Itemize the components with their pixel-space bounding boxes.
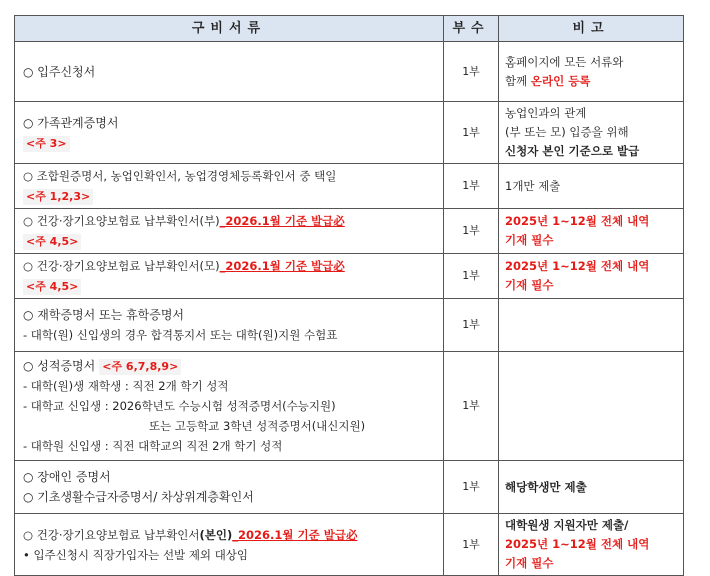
document-cell	[15, 209, 444, 254]
table-row	[15, 209, 684, 254]
table-row	[15, 514, 684, 576]
document-name: ○ 장애인 증명서	[23, 470, 111, 484]
document-cell	[15, 352, 444, 461]
header-documents: 구비서류	[15, 16, 444, 42]
remark-cell	[499, 352, 684, 461]
table-row	[15, 461, 684, 514]
issue-deadline: _2026.1월 기준 발급必	[219, 259, 345, 273]
document-name: ○ 재학증명서 또는 휴학증명서	[23, 308, 185, 322]
document-subtext: - 대학(원)생 재학생 : 직전 2개 학기 성적	[23, 379, 229, 393]
remark-text: 홈페이지에 모든 서류와	[505, 54, 624, 69]
document-subtext: - 대학원 신입생 : 직전 대학교의 직전 2개 학기 성적	[23, 439, 283, 453]
table-header-row	[15, 16, 684, 42]
document-subtext: - 대학(원) 신입생의 경우 합격통지서 또는 대학(원)지원 수험표	[23, 328, 338, 342]
remark-text: (부 또는 모) 입증을 위해	[505, 125, 629, 139]
document-name: ○ 가족관계증명서	[23, 115, 119, 130]
remark-text: 농업인과의 관계	[505, 106, 587, 120]
document-owner: (본인)	[199, 527, 233, 542]
header-copies: 부수	[444, 16, 499, 42]
copies-cell: 1부	[444, 352, 499, 461]
table-row	[15, 164, 684, 209]
remark-text: 기재 필수	[505, 556, 554, 570]
remark-text-part: 함께	[505, 73, 531, 88]
table-row	[15, 299, 684, 352]
copies-cell: 1부	[444, 209, 499, 254]
remark-text: 기재 필수	[505, 233, 554, 247]
document-cell	[15, 42, 444, 102]
copies-cell: 1부	[444, 299, 499, 352]
issue-deadline: _2026.1월 기준 발급必	[232, 527, 358, 542]
copies-cell: 1부	[444, 42, 499, 102]
remark-text: 기재 필수	[505, 278, 554, 292]
document-name-text: ○ 건강·장기요양보험료 납부확인서(부)	[23, 214, 220, 228]
header-remarks: 비고	[499, 16, 684, 42]
note-badge: <주 4,5>	[23, 279, 81, 295]
remark-text: 1개만 제출	[505, 178, 561, 193]
table-row	[15, 42, 684, 102]
remark-cell	[499, 42, 684, 102]
remark-text: 2025년 1~12월 전체 내역	[505, 259, 650, 273]
remark-cell	[499, 514, 684, 576]
remark-highlight: 온라인 등록	[530, 73, 591, 88]
document-subtext: - 대학교 신입생 : 2026학년도 수능시험 성적증명서(수능지원)	[23, 399, 336, 413]
document-name	[23, 256, 437, 276]
remark-cell	[499, 164, 684, 209]
document-name: ○ 조합원증명서, 농업인확인서, 농업경영체등록확인서 중 택일	[23, 169, 337, 183]
document-cell	[15, 254, 444, 299]
note-badge: <주 3>	[23, 136, 70, 152]
document-name	[23, 356, 437, 376]
table-row	[15, 254, 684, 299]
document-subtext: 또는 고등학교 3학년 성적증명서(내신지원)	[149, 419, 366, 433]
table-row	[15, 352, 684, 461]
table-row	[15, 102, 684, 164]
remark-text: 신청자 본인 기준으로 발급	[505, 144, 640, 158]
remark-text: 해당학생만 제출	[505, 479, 587, 494]
document-name: ○ 기초생활수급자증명서/ 차상위계층확인서	[23, 490, 254, 504]
document-cell	[15, 461, 444, 514]
document-name	[23, 211, 437, 231]
remark-cell	[499, 299, 684, 352]
document-cell	[15, 164, 444, 209]
remark-text: 2025년 1~12월 전체 내역	[505, 214, 650, 228]
document-name-text: ○ 성적증명서	[23, 359, 96, 373]
document-name-text: ○ 건강·장기요양보험료 납부확인서(모)	[23, 259, 220, 273]
note-badge: <주 6,7,8,9>	[99, 359, 181, 375]
document-name-text: ○ 건강·장기요양보험료 납부확인서	[23, 527, 200, 542]
required-documents-table	[14, 15, 684, 576]
copies-cell: 1부	[444, 461, 499, 514]
remark-text	[505, 72, 677, 91]
remark-cell	[499, 209, 684, 254]
copies-cell: 1부	[444, 514, 499, 576]
document-name: ○ 입주신청서	[23, 64, 96, 79]
copies-cell: 1부	[444, 102, 499, 164]
document-cell	[15, 299, 444, 352]
document-cell	[15, 514, 444, 576]
remark-cell	[499, 102, 684, 164]
remark-cell	[499, 254, 684, 299]
note-badge: <주 1,2,3>	[23, 189, 93, 205]
remark-text: 대학원생 지원자만 제출/	[505, 518, 629, 532]
exclusion-note: • 입주신청시 직장가입자는 선발 제외 대상임	[23, 547, 249, 562]
copies-cell: 1부	[444, 254, 499, 299]
issue-deadline: _2026.1월 기준 발급必	[219, 214, 345, 228]
remark-text: 2025년 1~12월 전체 내역	[505, 537, 650, 551]
remark-cell	[499, 461, 684, 514]
document-cell	[15, 102, 444, 164]
note-badge: <주 4,5>	[23, 234, 81, 250]
copies-cell: 1부	[444, 164, 499, 209]
document-name	[23, 525, 437, 545]
